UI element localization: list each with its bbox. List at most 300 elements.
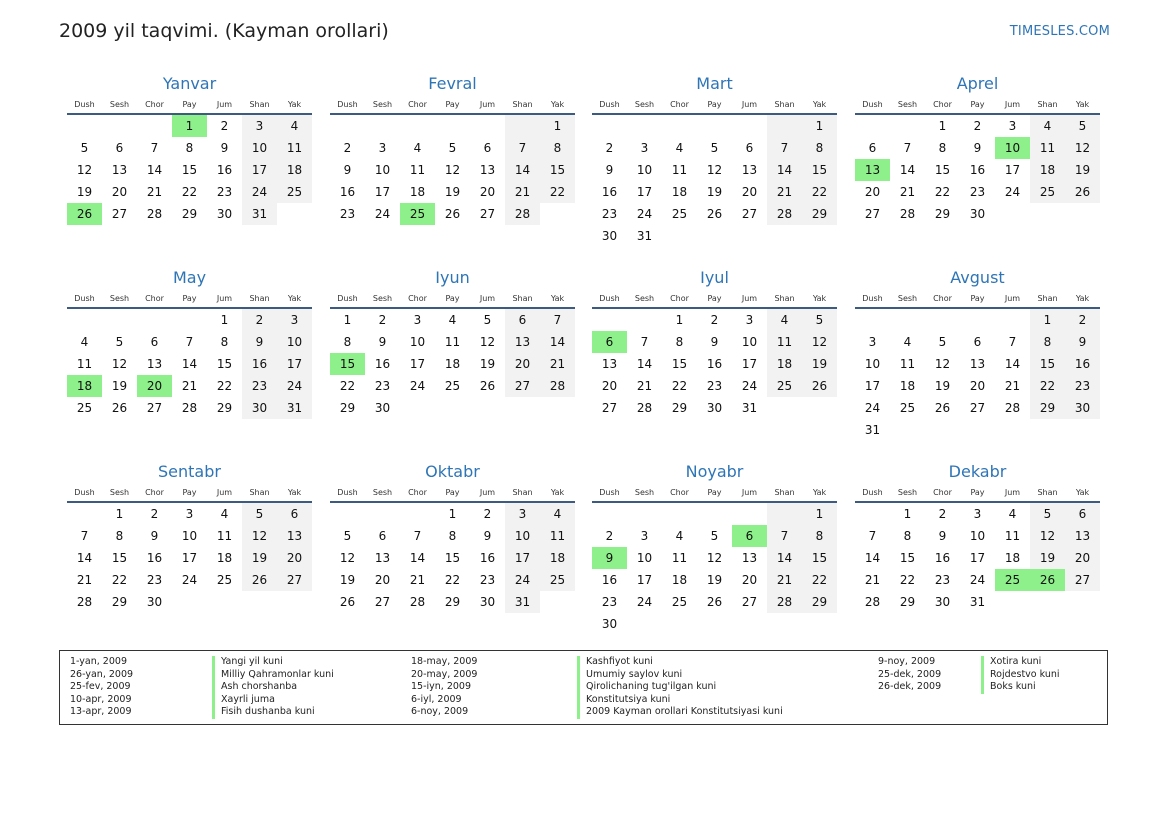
empty-day-cell xyxy=(242,591,277,613)
week-row xyxy=(330,181,575,203)
month-weeks xyxy=(592,503,837,635)
day-cell: 11 xyxy=(540,525,575,547)
month-iyun xyxy=(330,267,575,419)
weekday-label: Pay xyxy=(970,488,985,497)
empty-day-cell xyxy=(925,309,960,331)
day-cell: 6 xyxy=(378,529,387,543)
week-row xyxy=(67,115,312,137)
empty-day-cell xyxy=(697,115,732,137)
holiday-day-cell: 13 xyxy=(855,159,890,181)
day-cell: 19 xyxy=(802,353,837,375)
weekday-label: Jum xyxy=(479,100,496,109)
weekday-label: Yak xyxy=(287,488,302,497)
holiday-name: Rojdestvo kuni xyxy=(990,668,1060,680)
weekday-label: Dush xyxy=(74,294,95,303)
weekday-label: Jum xyxy=(741,294,758,303)
weekday-label: Jum xyxy=(216,294,233,303)
empty-day-cell xyxy=(732,503,767,525)
day-cell: 30 xyxy=(601,617,618,631)
day-cell: 5 xyxy=(1030,503,1065,525)
holiday-day-cell: 15 xyxy=(330,353,365,375)
month-weeks xyxy=(330,115,575,225)
weekday-label: Pay xyxy=(445,294,460,303)
week-row xyxy=(330,547,575,569)
day-cell: 15 xyxy=(934,163,951,177)
weekday-label: Sesh xyxy=(372,294,393,303)
weekday-label: Jum xyxy=(1004,488,1021,497)
holiday-date: 26-dek, 2009 xyxy=(878,681,942,692)
weekday-label: Yak xyxy=(812,488,827,497)
day-cell: 16 xyxy=(934,551,951,565)
day-cell: 31 xyxy=(741,401,758,415)
day-cell: 29 xyxy=(934,207,951,221)
day-cell: 5 xyxy=(938,335,947,349)
day-cell: 27 xyxy=(601,401,618,415)
empty-day-cell xyxy=(662,503,697,525)
day-cell: 23 xyxy=(216,185,233,199)
empty-day-cell xyxy=(662,613,697,635)
empty-day-cell xyxy=(67,309,102,331)
weekday-label: Pay xyxy=(182,100,197,109)
empty-day-cell xyxy=(365,503,400,525)
weekday-label: Yak xyxy=(812,294,827,303)
day-cell: 29 xyxy=(111,595,128,609)
month-weeks xyxy=(67,503,312,613)
day-cell: 7 xyxy=(767,525,802,547)
holiday-date: 25-dek, 2009 xyxy=(878,668,942,680)
day-cell: 26 xyxy=(111,401,128,415)
month-title: Noyabr xyxy=(685,462,744,481)
day-cell: 1 xyxy=(903,507,912,521)
week-row xyxy=(592,181,837,203)
day-cell: 25 xyxy=(767,375,802,397)
holiday-date: 13-apr, 2009 xyxy=(70,706,132,717)
day-cell: 15 xyxy=(181,163,198,177)
day-cell: 15 xyxy=(671,357,688,371)
day-cell: 13 xyxy=(111,163,128,177)
day-cell: 10 xyxy=(242,137,277,159)
weekday-header xyxy=(330,96,575,115)
day-cell: 13 xyxy=(969,357,986,371)
empty-day-cell xyxy=(855,309,890,331)
day-cell: 14 xyxy=(409,551,426,565)
holiday-date: 1-yan, 2009 xyxy=(70,656,127,667)
legend-dates xyxy=(878,656,941,694)
weekday-label: Sesh xyxy=(109,100,130,109)
holiday-day-cell: 10 xyxy=(995,137,1030,159)
week-row xyxy=(855,569,1100,591)
day-cell: 31 xyxy=(864,423,881,437)
day-cell: 22 xyxy=(111,573,128,587)
weekday-label: Chor xyxy=(670,294,689,303)
day-cell: 22 xyxy=(339,379,356,393)
week-row xyxy=(592,613,837,635)
empty-day-cell xyxy=(435,397,470,419)
week-row xyxy=(330,569,575,591)
day-cell: 17 xyxy=(636,185,653,199)
day-cell: 22 xyxy=(899,573,916,587)
week-row xyxy=(330,375,575,397)
day-cell: 15 xyxy=(899,551,916,565)
month-title: Iyul xyxy=(700,268,729,287)
day-cell: 21 xyxy=(146,185,163,199)
empty-day-cell xyxy=(1030,419,1065,441)
empty-day-cell xyxy=(767,115,802,137)
empty-day-cell xyxy=(960,309,995,331)
holiday-date: 9-noy, 2009 xyxy=(878,656,936,667)
day-cell: 7 xyxy=(413,529,422,543)
day-cell: 20 xyxy=(277,547,312,569)
day-cell: 1 xyxy=(343,313,352,327)
week-row xyxy=(592,115,837,137)
day-cell: 16 xyxy=(242,353,277,375)
weekday-label: Jum xyxy=(1004,100,1021,109)
weekday-header xyxy=(67,96,312,115)
day-cell: 12 xyxy=(111,357,128,371)
holiday-date: 6-noy, 2009 xyxy=(411,706,469,717)
holiday-name: Boks kuni xyxy=(990,681,1036,692)
day-cell: 29 xyxy=(339,401,356,415)
week-row xyxy=(855,115,1100,137)
weekday-label: Jum xyxy=(216,100,233,109)
weekday-label: Shan xyxy=(512,294,533,303)
month-may xyxy=(67,267,312,419)
week-row xyxy=(592,547,837,569)
day-cell: 9 xyxy=(605,163,614,177)
weekday-label: Pay xyxy=(970,294,985,303)
empty-day-cell xyxy=(435,115,470,137)
day-cell: 23 xyxy=(242,375,277,397)
empty-day-cell xyxy=(1065,419,1100,441)
day-cell: 18 xyxy=(444,357,461,371)
day-cell: 30 xyxy=(242,397,277,419)
day-cell: 4 xyxy=(80,335,89,349)
day-cell: 15 xyxy=(540,159,575,181)
day-cell: 24 xyxy=(741,379,758,393)
day-cell: 12 xyxy=(1030,525,1065,547)
month-title: Oktabr xyxy=(425,462,480,481)
month-title: Fevral xyxy=(428,74,477,93)
weekday-header xyxy=(330,484,575,503)
weekday-label: Dush xyxy=(74,100,95,109)
weekday-label: Dush xyxy=(337,488,358,497)
empty-day-cell xyxy=(592,115,627,137)
weekday-label: Chor xyxy=(408,100,427,109)
day-cell: 3 xyxy=(973,507,982,521)
day-cell: 11 xyxy=(1030,137,1065,159)
day-cell: 30 xyxy=(601,229,618,243)
week-row xyxy=(592,309,837,331)
month-title: Avgust xyxy=(950,268,1005,287)
empty-day-cell xyxy=(540,397,575,419)
weekday-label: Yak xyxy=(1075,488,1090,497)
weekday-label: Chor xyxy=(408,294,427,303)
day-cell: 28 xyxy=(899,207,916,221)
day-cell: 17 xyxy=(969,551,986,565)
holiday-date: 15-iyn, 2009 xyxy=(411,681,472,692)
day-cell: 5 xyxy=(802,309,837,331)
empty-day-cell xyxy=(1065,203,1100,225)
day-cell: 20 xyxy=(741,185,758,199)
month-yanvar xyxy=(67,73,312,225)
weekday-header xyxy=(855,484,1100,503)
day-cell: 30 xyxy=(969,207,986,221)
weekday-label: Yak xyxy=(1075,294,1090,303)
empty-day-cell xyxy=(627,309,662,331)
weekday-label: Dush xyxy=(74,488,95,497)
day-cell: 6 xyxy=(505,309,540,331)
day-cell: 4 xyxy=(413,141,422,155)
empty-day-cell xyxy=(207,591,242,613)
day-cell: 17 xyxy=(409,357,426,371)
weekday-label: Jum xyxy=(479,294,496,303)
day-cell: 20 xyxy=(374,573,391,587)
day-cell: 5 xyxy=(343,529,352,543)
empty-day-cell xyxy=(470,397,505,419)
day-cell: 9 xyxy=(1065,331,1100,353)
empty-day-cell xyxy=(960,419,995,441)
day-cell: 8 xyxy=(903,529,912,543)
month-weeks xyxy=(855,115,1100,225)
weekday-label: Chor xyxy=(408,488,427,497)
holiday-date: 6-iyl, 2009 xyxy=(411,693,462,705)
week-row xyxy=(855,353,1100,375)
day-cell: 16 xyxy=(706,357,723,371)
empty-day-cell xyxy=(592,309,627,331)
day-cell: 2 xyxy=(1065,309,1100,331)
weekday-label: Shan xyxy=(774,488,795,497)
day-cell: 9 xyxy=(220,141,229,155)
day-cell: 6 xyxy=(1065,503,1100,525)
day-cell: 4 xyxy=(220,507,229,521)
empty-day-cell xyxy=(540,203,575,225)
empty-day-cell xyxy=(802,613,837,635)
day-cell: 11 xyxy=(767,331,802,353)
holiday-name: Xotira kuni xyxy=(990,656,1042,667)
week-row xyxy=(67,331,312,353)
day-cell: 22 xyxy=(216,379,233,393)
day-cell: 14 xyxy=(540,331,575,353)
day-cell: 28 xyxy=(767,203,802,225)
weekday-label: Shan xyxy=(249,100,270,109)
weekday-label: Yak xyxy=(287,294,302,303)
day-cell: 18 xyxy=(767,353,802,375)
day-cell: 10 xyxy=(409,335,426,349)
day-cell: 26 xyxy=(1065,181,1100,203)
empty-day-cell xyxy=(627,613,662,635)
weekday-label: Pay xyxy=(445,488,460,497)
weekday-label: Pay xyxy=(182,488,197,497)
week-row xyxy=(592,525,837,547)
day-cell: 13 xyxy=(374,551,391,565)
weekday-label: Chor xyxy=(933,100,952,109)
weekday-label: Dush xyxy=(337,294,358,303)
day-cell: 4 xyxy=(1030,115,1065,137)
week-row xyxy=(855,419,1100,441)
day-cell: 15 xyxy=(216,357,233,371)
day-cell: 7 xyxy=(540,309,575,331)
day-cell: 31 xyxy=(242,203,277,225)
day-cell: 8 xyxy=(115,529,124,543)
day-cell: 10 xyxy=(181,529,198,543)
week-row xyxy=(592,203,837,225)
day-cell: 12 xyxy=(479,335,496,349)
day-cell: 8 xyxy=(1030,331,1065,353)
day-cell: 4 xyxy=(675,529,684,543)
day-cell: 24 xyxy=(636,595,653,609)
week-row xyxy=(592,569,837,591)
holiday-name: Yangi yil kuni xyxy=(221,656,283,667)
empty-day-cell xyxy=(365,115,400,137)
empty-day-cell xyxy=(732,225,767,247)
day-cell: 6 xyxy=(115,141,124,155)
empty-day-cell xyxy=(890,115,925,137)
day-cell: 4 xyxy=(767,309,802,331)
day-cell: 8 xyxy=(802,137,837,159)
day-cell: 20 xyxy=(601,379,618,393)
day-cell: 5 xyxy=(448,141,457,155)
weekday-label: Shan xyxy=(249,294,270,303)
day-cell: 31 xyxy=(277,397,312,419)
weekday-label: Yak xyxy=(1075,100,1090,109)
week-row xyxy=(67,397,312,419)
day-cell: 2 xyxy=(343,141,352,155)
day-cell: 14 xyxy=(636,357,653,371)
weekday-label: Shan xyxy=(1037,100,1058,109)
day-cell: 22 xyxy=(1030,375,1065,397)
day-cell: 7 xyxy=(150,141,159,155)
day-cell: 19 xyxy=(706,573,723,587)
empty-day-cell xyxy=(697,613,732,635)
holiday-name: Kashfiyot kuni xyxy=(586,656,653,667)
day-cell: 2 xyxy=(605,141,614,155)
day-cell: 3 xyxy=(277,309,312,331)
weekday-label: Sesh xyxy=(897,488,918,497)
day-cell: 19 xyxy=(444,185,461,199)
week-row xyxy=(855,331,1100,353)
day-cell: 27 xyxy=(277,569,312,591)
day-cell: 23 xyxy=(146,573,163,587)
day-cell: 12 xyxy=(934,357,951,371)
weekday-label: Sesh xyxy=(109,488,130,497)
day-cell: 21 xyxy=(1004,379,1021,393)
day-cell: 23 xyxy=(374,379,391,393)
day-cell: 16 xyxy=(601,185,618,199)
day-cell: 18 xyxy=(1004,551,1021,565)
week-row xyxy=(67,137,312,159)
week-row xyxy=(592,225,837,247)
holiday-day-cell: 1 xyxy=(172,115,207,137)
empty-day-cell xyxy=(400,397,435,419)
day-cell: 3 xyxy=(413,313,422,327)
day-cell: 23 xyxy=(969,185,986,199)
week-row xyxy=(855,397,1100,419)
week-row xyxy=(855,181,1100,203)
week-row xyxy=(67,547,312,569)
day-cell: 1 xyxy=(938,119,947,133)
day-cell: 13 xyxy=(505,331,540,353)
empty-day-cell xyxy=(890,419,925,441)
day-cell: 21 xyxy=(540,353,575,375)
weekday-label: Sesh xyxy=(634,488,655,497)
day-cell: 24 xyxy=(636,207,653,221)
day-cell: 15 xyxy=(802,159,837,181)
day-cell: 16 xyxy=(479,551,496,565)
day-cell: 27 xyxy=(479,207,496,221)
empty-day-cell xyxy=(172,309,207,331)
day-cell: 14 xyxy=(864,551,881,565)
week-row xyxy=(592,331,837,353)
day-cell: 9 xyxy=(242,331,277,353)
month-oktabr xyxy=(330,461,575,613)
month-weeks xyxy=(330,309,575,419)
day-cell: 11 xyxy=(444,335,461,349)
day-cell: 29 xyxy=(899,595,916,609)
weekday-label: Shan xyxy=(774,100,795,109)
empty-day-cell xyxy=(662,115,697,137)
day-cell: 30 xyxy=(706,401,723,415)
day-cell: 2 xyxy=(150,507,159,521)
day-cell: 29 xyxy=(802,203,837,225)
week-row xyxy=(67,181,312,203)
day-cell: 27 xyxy=(864,207,881,221)
empty-day-cell xyxy=(995,419,1030,441)
day-cell: 29 xyxy=(671,401,688,415)
day-cell: 28 xyxy=(146,207,163,221)
weekday-label: Jum xyxy=(479,488,496,497)
day-cell: 16 xyxy=(146,551,163,565)
empty-day-cell xyxy=(330,115,365,137)
day-cell: 7 xyxy=(1008,335,1017,349)
weekday-label: Yak xyxy=(550,100,565,109)
day-cell: 18 xyxy=(671,573,688,587)
empty-day-cell xyxy=(697,225,732,247)
day-cell: 2 xyxy=(605,529,614,543)
day-cell: 29 xyxy=(181,207,198,221)
month-iyul xyxy=(592,267,837,419)
day-cell: 13 xyxy=(601,357,618,371)
weekday-label: Chor xyxy=(670,488,689,497)
week-row xyxy=(592,397,837,419)
holiday-day-cell: 20 xyxy=(137,375,172,397)
day-cell: 5 xyxy=(483,313,492,327)
day-cell: 11 xyxy=(671,551,688,565)
day-cell: 25 xyxy=(671,207,688,221)
holiday-date: 25-fev, 2009 xyxy=(70,681,131,692)
day-cell: 28 xyxy=(181,401,198,415)
day-cell: 28 xyxy=(636,401,653,415)
site-link[interactable]: TIMESLES.COM xyxy=(1009,24,1110,39)
month-title: Aprel xyxy=(956,74,999,93)
holiday-day-cell: 9 xyxy=(592,547,627,569)
day-cell: 14 xyxy=(505,159,540,181)
day-cell: 1 xyxy=(448,507,457,521)
day-cell: 8 xyxy=(448,529,457,543)
weekday-label: Dush xyxy=(862,100,883,109)
week-row xyxy=(67,569,312,591)
day-cell: 7 xyxy=(767,137,802,159)
day-cell: 12 xyxy=(706,163,723,177)
day-cell: 26 xyxy=(339,595,356,609)
holiday-name: Fisih dushanba kuni xyxy=(221,706,315,717)
day-cell: 31 xyxy=(636,229,653,243)
holiday-name: Milliy Qahramonlar kuni xyxy=(221,668,334,680)
day-cell: 7 xyxy=(903,141,912,155)
day-cell: 1 xyxy=(115,507,124,521)
day-cell: 13 xyxy=(741,551,758,565)
weekday-label: Dush xyxy=(599,294,620,303)
day-cell: 24 xyxy=(505,569,540,591)
